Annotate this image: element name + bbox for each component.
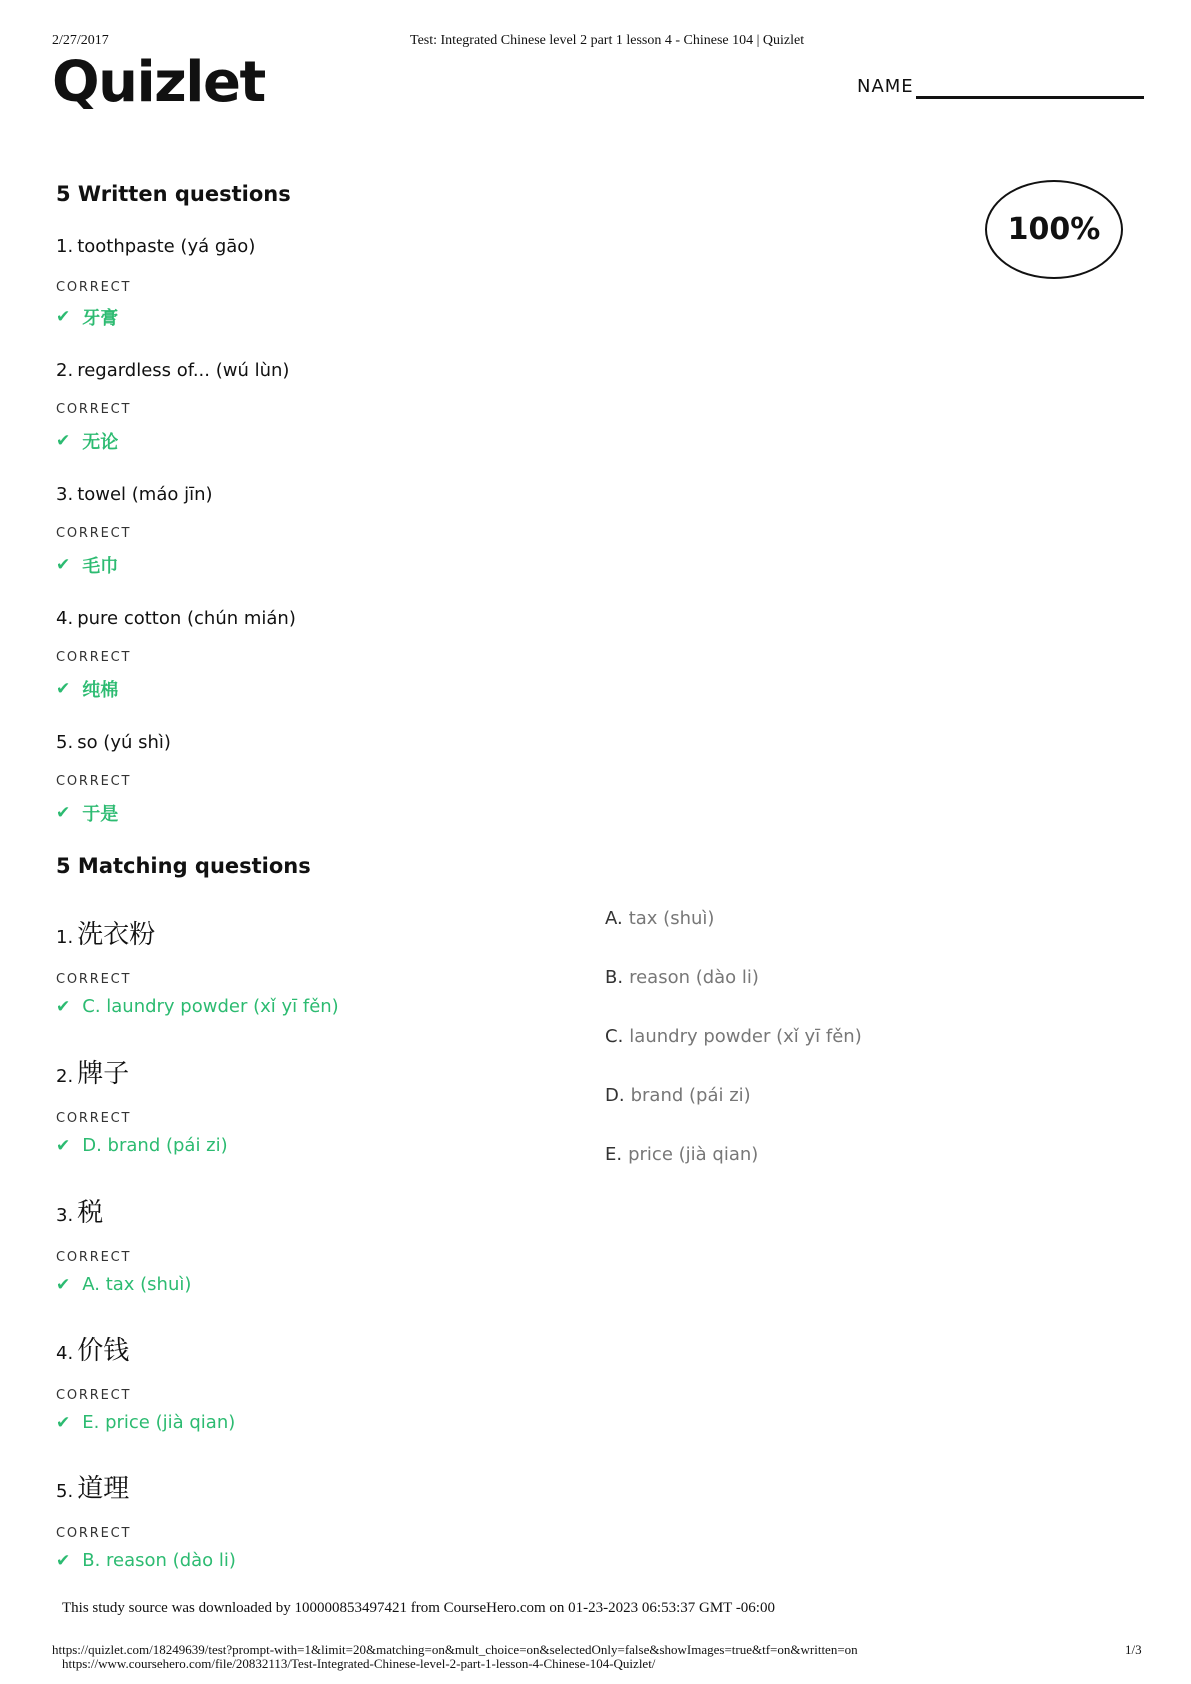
quizlet-logo: Quizlet — [52, 50, 265, 115]
matching-option-c: C. laundry powder (xǐ yī fěn) — [605, 1026, 862, 1047]
coursehero-url: https://www.coursehero.com/file/20832113/Test-Integrated-Chinese-level-2-part-1-lesson-4-Chinese-104-Quizlet/ — [62, 1656, 656, 1671]
matching-question-1: 1. 洗衣粉 — [56, 920, 156, 949]
matching-answer-4: ✔ E. price (jià qian) — [56, 1412, 236, 1433]
matching-answer-1: ✔ C. laundry powder (xǐ yī fěn) — [56, 996, 339, 1017]
check-icon: ✔ — [56, 555, 71, 575]
matching-option-d: D. brand (pái zi) — [605, 1085, 751, 1106]
download-source-note: This study source was downloaded by 100000853497421 from CourseHero.com on 01-23-2023 06:53:37 GMT -06:00 — [62, 1600, 775, 1616]
matching-question-4: 4. 价钱 — [56, 1336, 130, 1365]
check-icon: ✔ — [56, 1135, 71, 1156]
status-label: CORRECT — [56, 1388, 132, 1403]
page-number: 1/3 — [1125, 1642, 1142, 1657]
status-label: CORRECT — [56, 526, 132, 541]
status-label: CORRECT — [56, 972, 132, 987]
check-icon: ✔ — [56, 803, 71, 823]
written-section-title: 5 Written questions — [56, 182, 291, 206]
matching-section-title: 5 Matching questions — [56, 854, 311, 878]
written-answer-4: ✔ 纯棉 — [56, 679, 119, 701]
matching-answer-2: ✔ D. brand (pái zi) — [56, 1135, 228, 1156]
check-icon: ✔ — [56, 679, 71, 699]
matching-option-e: E. price (jià qian) — [605, 1144, 759, 1165]
written-question-1: 1. toothpaste (yá gāo) — [56, 236, 256, 257]
written-answer-1: ✔ 牙膏 — [56, 307, 119, 329]
name-label: NAME — [857, 76, 914, 97]
status-label: CORRECT — [56, 1526, 132, 1541]
status-label: CORRECT — [56, 650, 132, 665]
print-date: 2/27/2017 — [52, 33, 109, 48]
written-question-3: 3. towel (máo jīn) — [56, 484, 213, 505]
status-label: CORRECT — [56, 774, 132, 789]
status-label: CORRECT — [56, 402, 132, 417]
status-label: CORRECT — [56, 1111, 132, 1126]
status-label: CORRECT — [56, 280, 132, 295]
written-answer-3: ✔ 毛巾 — [56, 555, 119, 577]
check-icon: ✔ — [56, 307, 71, 327]
check-icon: ✔ — [56, 1550, 71, 1571]
matching-answer-5: ✔ B. reason (dào li) — [56, 1550, 236, 1571]
score-badge: 100% — [985, 180, 1123, 279]
matching-answer-3: ✔ A. tax (shuì) — [56, 1274, 192, 1295]
written-question-4: 4. pure cotton (chún mián) — [56, 608, 296, 629]
matching-option-b: B. reason (dào li) — [605, 967, 759, 988]
check-icon: ✔ — [56, 1412, 71, 1433]
written-answer-5: ✔ 于是 — [56, 803, 119, 825]
status-label: CORRECT — [56, 1250, 132, 1265]
quizlet-url: https://quizlet.com/18249639/test?prompt-with=1&limit=20&matching=on&mult_choice=on&selectedOnly=false&showImages=true&tf=on&written=on — [52, 1642, 858, 1657]
matching-question-2: 2. 牌子 — [56, 1059, 130, 1088]
print-title: Test: Integrated Chinese level 2 part 1 lesson 4 - Chinese 104 | Quizlet — [410, 33, 805, 48]
matching-question-5: 5. 道理 — [56, 1474, 130, 1503]
name-line — [916, 96, 1144, 99]
written-answer-2: ✔ 无论 — [56, 431, 119, 453]
check-icon: ✔ — [56, 996, 71, 1017]
matching-question-3: 3. 税 — [56, 1198, 104, 1227]
written-question-2: 2. regardless of... (wú lùn) — [56, 360, 290, 381]
check-icon: ✔ — [56, 1274, 71, 1295]
matching-option-a: A. tax (shuì) — [605, 908, 715, 929]
check-icon: ✔ — [56, 431, 71, 451]
written-question-5: 5. so (yú shì) — [56, 732, 171, 753]
